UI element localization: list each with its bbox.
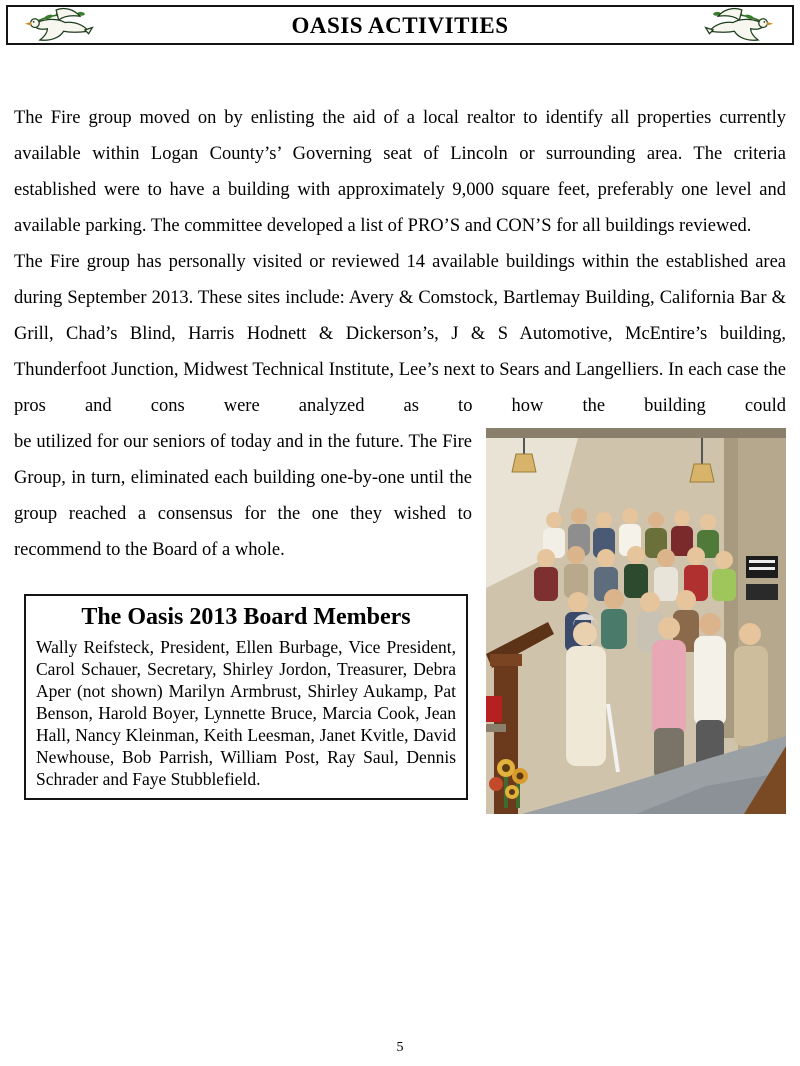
paragraph-buildings-visited: The Fire group has personally visited or reviewed 14 available buildings within the established area during September 2013. These sites include: Avery & Comstock, Bartlemay Building, California Bar & Grill, Chad’s Blind, Harris Hodnett & Dickerson’s, J & S Automotive, McEntire’s building, Thunderfoot Junction, Midwest Technical Institute, Lee’s next to Sears and Langelliers. In each case the pros and cons were analyzed as to how the building could bbox=[14, 252, 786, 416]
group-photo bbox=[486, 428, 786, 814]
board-members-box bbox=[24, 594, 468, 800]
dove-olive-branch-icon bbox=[22, 5, 96, 45]
paragraph-fire-group-realtor: The Fire group moved on by enlisting the aid of a local realtor to identify all properties currently available within Logan County’s’ Governing seat of Lincoln or surrounding area. The criteria established were to have a building with approximately 9,000 square feet, preferably one level and available parking. The committee developed a list of PRO’S and CON’S for all buildings reviewed. bbox=[14, 108, 786, 236]
board-members-title: The Oasis 2013 Board Members bbox=[81, 604, 411, 630]
group-photo-illustration bbox=[486, 428, 786, 814]
board-members-list: Wally Reifsteck, President, Ellen Burbage, Vice President, Carol Schauer, Secretary, Shirley Jordon, Treasurer, Debra Aper (not shown) Marilyn Armbrust, Shirley Aukamp, Pat Benson, Harold Boyer, Lynnette Bruce, Marcia Cook, Jean Hall, Nancy Kleinman, Keith Leesman, Janet Kvitle, David Newhouse, Bob Parrish, William Post, Ray Saul, Dennis Schrader and Faye Stubblefield. bbox=[36, 637, 456, 789]
photo-wrap-section bbox=[14, 424, 786, 822]
page-title: OASIS ACTIVITIES bbox=[291, 12, 509, 38]
dove-olive-branch-icon bbox=[704, 5, 778, 45]
page-number: 5 bbox=[396, 1040, 404, 1055]
page-header bbox=[6, 5, 794, 45]
paragraph-buildings-visited-continued: be utilized for our seniors of today and in the future. The Fire Group, in turn, eliminated each building one-by-one until the group reached a consensus for the one they wished to recommend to the Board of a whole. bbox=[14, 432, 472, 560]
article-body bbox=[14, 100, 786, 822]
